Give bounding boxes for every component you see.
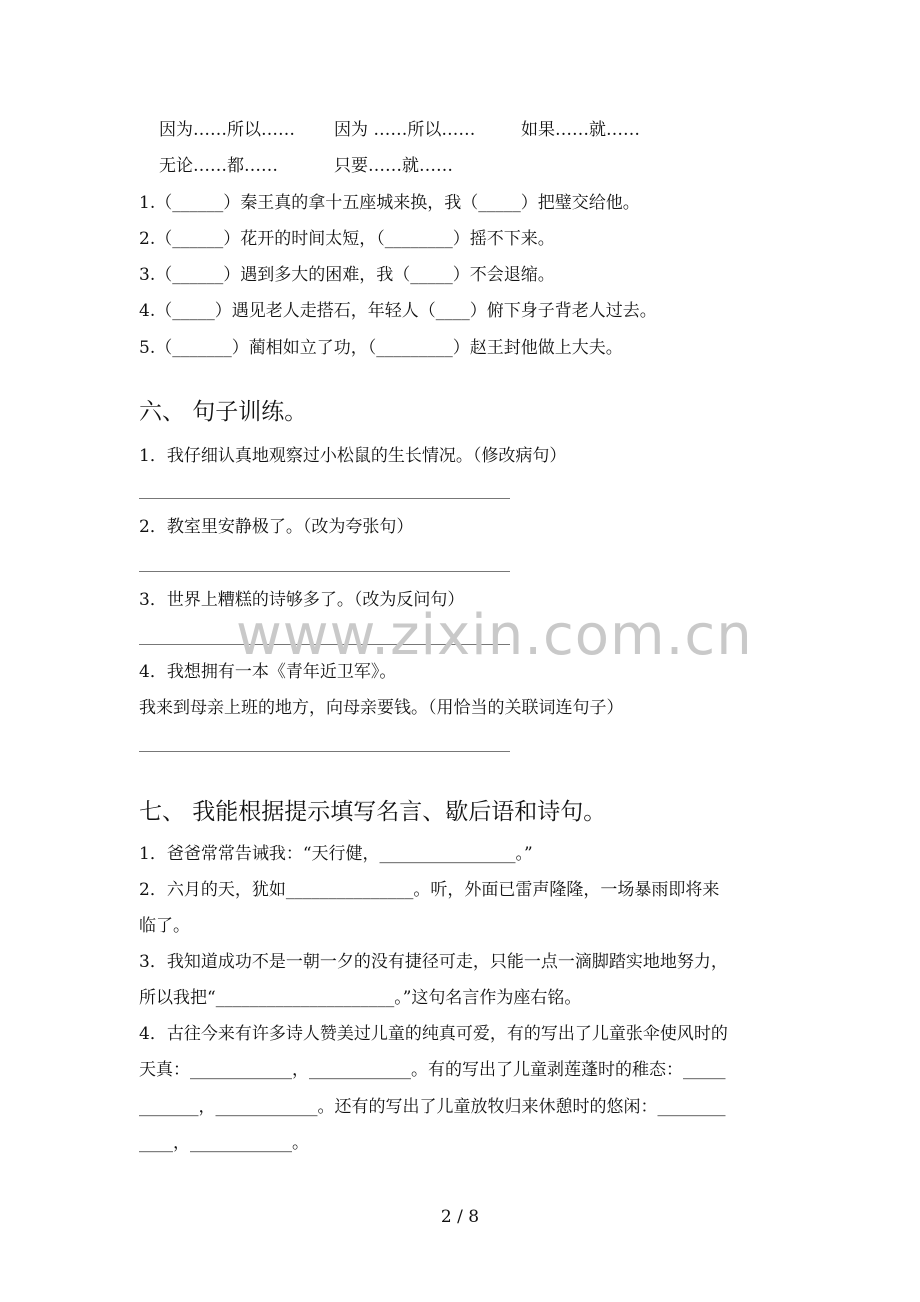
question-line: 2．六月的天，犹如_______________。听，外面已雷声隆隆，一场暴雨即将来 [139, 880, 720, 900]
conjunction-option: 如果……就…… [521, 120, 640, 140]
conjunction-option: 只要……就…… [334, 156, 453, 176]
fill-item: 3.（______）遇到多大的困难，我（_____）不会退缩。 [139, 265, 555, 285]
fill-item: 5.（_______）蔺相如立了功，（_________）赵王封他做上大夫。 [139, 338, 623, 358]
section-six-title: 六、 句子训练。 [139, 399, 308, 425]
question-line: 1．爸爸常常告诫我：“天行健，________________。” [139, 844, 533, 864]
answer-line [139, 751, 510, 752]
question-text: 1．我仔细认真地观察过小松鼠的生长情况。（修改病句） [139, 446, 567, 466]
question-line: 临了。 [139, 916, 190, 936]
fill-item: 1.（______）秦王真的拿十五座城来换，我（_____）把璧交给他。 [139, 193, 640, 213]
question-text: 我来到母亲上班的地方，向母亲要钱。（用恰当的关联词连句子） [139, 698, 624, 718]
conjunction-option: 因为……所以…… [159, 120, 295, 140]
answer-line [139, 498, 510, 499]
page-number: 2 / 8 [440, 1207, 480, 1227]
fill-item: 4.（_____）遇见老人走搭石，年轻人（____）俯下身子背老人过去。 [139, 301, 657, 321]
question-line: 所以我把“_____________________。”这句名言作为座右铭。 [139, 988, 582, 1008]
question-text: 2．教室里安静极了。（改为夸张句） [139, 517, 414, 537]
question-line: 4．古往今来有许多诗人赞美过儿童的纯真可爱，有的写出了儿童张伞使风时的 [139, 1024, 728, 1044]
question-line: 3．我知道成功不是一朝一夕的没有捷径可走，只能一点一滴脚踏实地地努力， [139, 952, 728, 972]
question-text: 4．我想拥有一本《青年近卫军》。 [139, 662, 397, 682]
fill-item: 2.（______）花开的时间太短，（________）摇不下来。 [139, 229, 555, 249]
watermark: www.zixin.com.cn [236, 603, 753, 668]
answer-line [139, 571, 510, 572]
conjunction-option: 无论……都…… [159, 156, 278, 176]
section-seven-title: 七、 我能根据提示填写名言、歇后语和诗句。 [139, 799, 607, 825]
conjunction-option: 因为 ……所以…… [334, 120, 476, 140]
question-line: ____，____________。 [139, 1133, 309, 1153]
question-line: _______，____________。还有的写出了儿童放牧归来休憩时的悠闲：________ [139, 1097, 726, 1117]
question-line: 天真：____________，____________。有的写出了儿童剥莲蓬时的稚态：_____ [139, 1060, 726, 1080]
question-text: 3．世界上糟糕的诗够多了。（改为反问句） [139, 590, 465, 610]
